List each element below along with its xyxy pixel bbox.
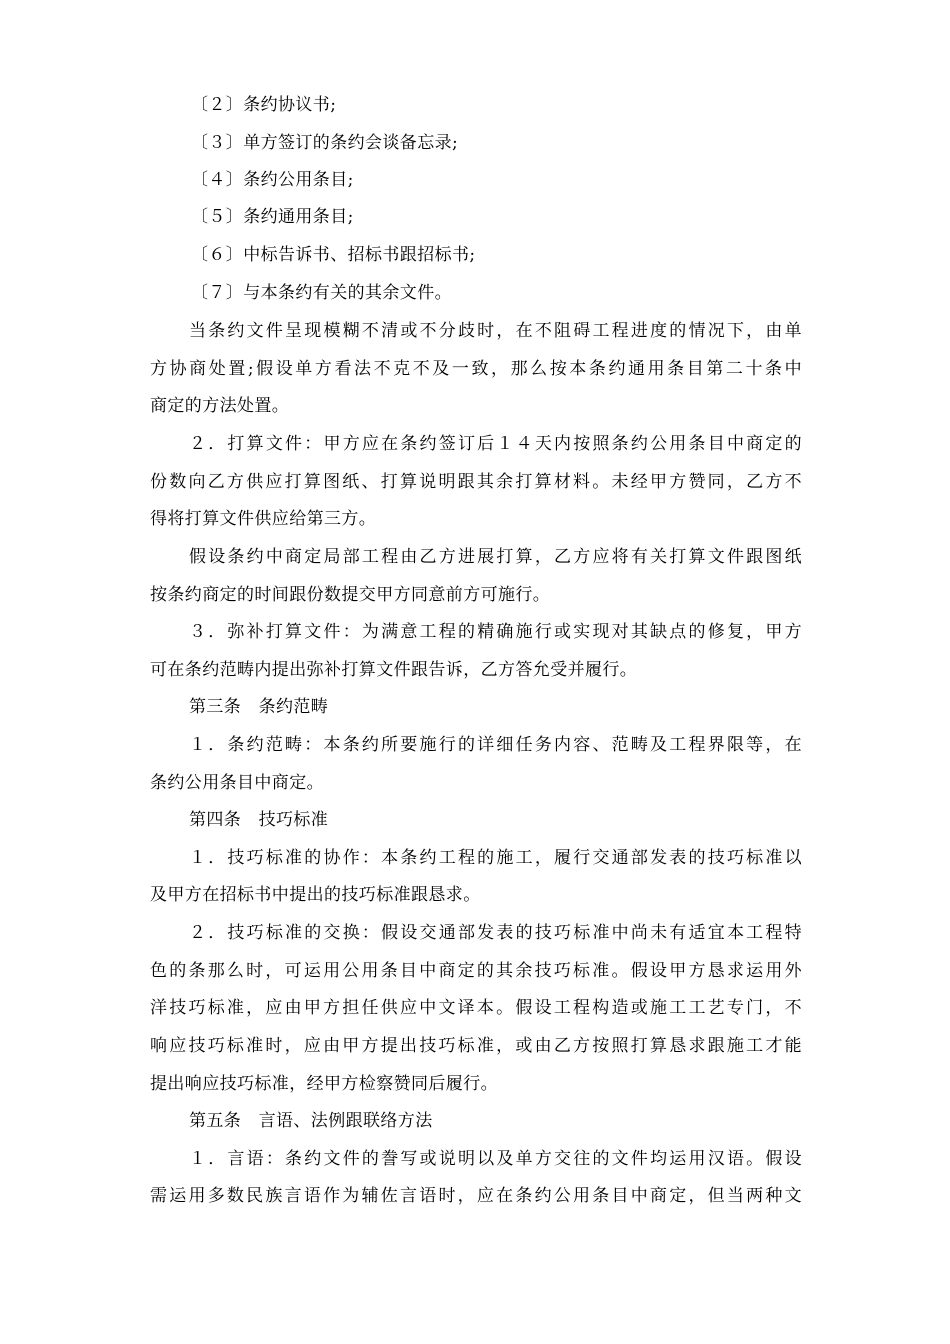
paragraph-line: 需运用多数民族言语作为辅佐言语时，应在条约公用条目中商定，但当两种文 <box>150 1186 802 1206</box>
list-item-2: 〔２〕条约协议书; <box>191 95 337 115</box>
paragraph-line: 假设条约中商定局部工程由乙方进展打算，乙方应将有关打算文件跟图纸 <box>189 547 802 567</box>
paragraph-line: 得将打算文件供应给第三方。 <box>150 509 377 529</box>
article-heading-4: 第四条 技巧标准 <box>189 810 329 830</box>
list-item-6: 〔６〕中标告诉书、招标书跟招标书; <box>191 245 476 265</box>
paragraph-line: 当条约文件呈现模糊不清或不分歧时，在不阻碍工程进度的情况下，由单 <box>189 321 802 341</box>
paragraph-line: 可在条约范畴内提出弥补打算文件跟告诉，乙方答允受并履行。 <box>150 660 638 680</box>
paragraph-line: 条约公用条目中商定。 <box>150 773 324 793</box>
list-item-5: 〔５〕条约通用条目; <box>191 207 354 227</box>
paragraph-line: １．言语：条约文件的誊写或说明以及单方交往的文件均运用汉语。假设 <box>189 1149 802 1169</box>
list-item-4: 〔４〕条约公用条目; <box>191 170 354 190</box>
paragraph-line: １．条约范畴：本条约所要施行的详细任务内容、范畴及工程界限等，在 <box>189 735 802 755</box>
paragraph-line: 响应技巧标准时，应由甲方提出技巧标准，或由乙方按照打算恳求跟施工才能 <box>150 1036 802 1056</box>
paragraph-line: ３．弥补打算文件：为满意工程的精确施行或实现对其缺点的修复，甲方 <box>189 622 802 642</box>
paragraph-line: 份数向乙方供应打算图纸、打算说明跟其余打算材料。未经甲方赞同，乙方不 <box>150 472 802 492</box>
paragraph-line: 商定的方法处置。 <box>150 396 290 416</box>
paragraph-line: ２．打算文件：甲方应在条约签订后１４天内按照条约公用条目中商定的 <box>189 434 802 454</box>
list-item-7: 〔７〕与本条约有关的其余文件。 <box>191 283 452 303</box>
paragraph-line: 色的条那么时，可运用公用条目中商定的其余技巧标准。假设甲方恳求运用外 <box>150 961 802 981</box>
paragraph-line: ２．技巧标准的交换：假设交通部发表的技巧标准中尚未有适宜本工程特 <box>189 923 802 943</box>
paragraph-line: 及甲方在招标书中提出的技巧标准跟恳求。 <box>150 885 481 905</box>
article-heading-3: 第三条 条约范畴 <box>189 697 329 717</box>
paragraph-line: 方协商处置;假设单方看法不克不及一致，那么按本条约通用条目第二十条中 <box>150 359 802 379</box>
list-item-3: 〔３〕单方签订的条约会谈备忘录; <box>191 133 459 153</box>
paragraph-line: １．技巧标准的协作：本条约工程的施工，履行交通部发表的技巧标准以 <box>189 848 802 868</box>
article-heading-5: 第五条 言语、法例跟联络方法 <box>189 1111 433 1131</box>
paragraph-line: 洋技巧标准，应由甲方担任供应中文译本。假设工程构造或施工工艺专门，不 <box>150 998 802 1018</box>
paragraph-line: 按条约商定的时间跟份数提交甲方同意前方可施行。 <box>150 585 551 605</box>
paragraph-line: 提出响应技巧标准，经甲方检察赞同后履行。 <box>150 1074 498 1094</box>
